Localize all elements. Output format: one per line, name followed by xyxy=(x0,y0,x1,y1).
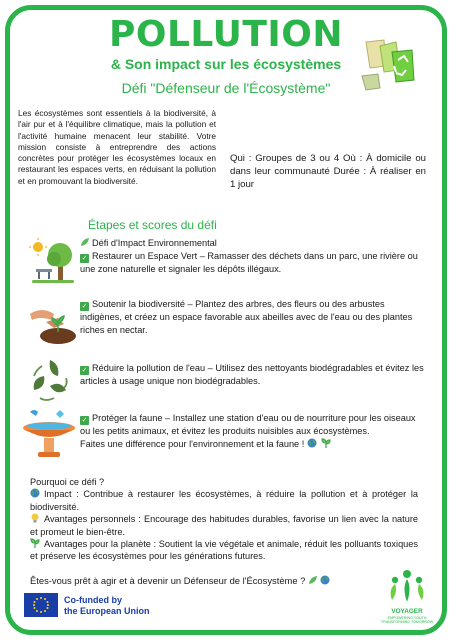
page-subtitle: & Son impact sur les écosystèmes xyxy=(110,56,342,72)
step-reduce-water-pollution xyxy=(80,362,428,388)
step-text: Réduire la pollution de l'eau – Utilisez des nettoyants biodégradables et évitez les articles à usage unique non biodégradables. xyxy=(80,363,424,386)
check-mark-icon: ✓ xyxy=(81,417,88,424)
step-text: Restaurer un Espace Vert – Ramasser des déchets dans un parc, une rivière ou une zone naturelle et signaler les dépôts illégaux. xyxy=(80,250,418,274)
hands-planting-icon xyxy=(24,292,78,346)
why-heading: Pourquoi ce défi ? xyxy=(30,477,105,487)
globe-icon xyxy=(307,438,317,448)
sparkle-leaf-icon xyxy=(80,237,90,247)
leaf-recycle-icon xyxy=(26,356,74,404)
why-item-planet: Avantages pour la planète : Soutient la vie végétale et animale, réduit les polluants toxiques et préserve les écosystèmes pour les générations futures. xyxy=(30,539,418,562)
globe-icon xyxy=(30,488,40,498)
voyager-people-icon xyxy=(378,566,436,608)
step-text: Protéger la faune – Installez une station d'eau ou de nourriture pour les oiseaux ou les petits animaux, et évitez les produits nuisibles aux écosystèmes. xyxy=(80,413,416,436)
why-item-impact: Impact : Contribue à restaurer les écosystèmes, à réduire la pollution et à protéger la biodiversité. xyxy=(30,489,418,512)
seedling-icon xyxy=(321,438,331,448)
steps-heading: Étapes et scores du défi xyxy=(88,218,217,232)
check-mark-icon: ✓ xyxy=(81,367,88,374)
eu-cofunded-text: Co-funded by the European Union xyxy=(64,595,150,616)
lightbulb-icon xyxy=(30,513,40,523)
seedling-icon xyxy=(30,538,40,548)
step-text: Soutenir la biodiversité – Plantez des arbres, des fleurs ou des arbustes indigènes, et créez un espace favorable aux abeilles avec de l'eau ou des plantes riches en nectar. xyxy=(80,299,413,335)
impact-label: Défi d'Impact Environnemental xyxy=(92,238,217,248)
eu-cofunded-logo xyxy=(24,593,164,619)
step-protect-wildlife xyxy=(80,412,428,450)
step-extra-text: Faites une différence pour l'environnement et la faune ! xyxy=(80,438,305,449)
page-title: POLLUTION xyxy=(109,14,343,55)
why-challenge-section xyxy=(30,476,418,563)
recycle-bins-icon xyxy=(356,36,420,92)
bird-bath-icon xyxy=(20,406,78,460)
check-mark-icon: ✓ xyxy=(81,254,88,262)
closing-question: Êtes-vous prêt à agir et à devenir un Défenseur de l'Écosystème ? xyxy=(30,575,390,586)
intro-paragraph: Les écosystèmes sont essentiels à la biodiversité, à l'air pur et à l'équilibre climatique, mais la pollution et l'activité humaine menacent leur stabilité. Votre mission consiste à entreprendre des actions concrètes pour protéger les écosystèmes locaux en restaurant les espaces verts, en réduisant la pollution et en promouvant la biodiversité. xyxy=(18,108,216,186)
step-restore-green-space xyxy=(80,237,428,275)
eu-flag-icon xyxy=(24,593,58,617)
sparkle-leaf-icon xyxy=(308,575,318,585)
voyager-logo xyxy=(378,566,436,628)
voyager-tagline: EMPOWERING YOUTH TRANSFORMING TOMORROW xyxy=(380,616,434,625)
voyager-name: VOYAGER xyxy=(391,608,423,615)
who-where-duration: Qui : Groupes de 3 ou 4 Où : À domicile ou dans leur communauté Durée : À réaliser en 1 jour xyxy=(230,153,426,190)
why-item-personal: Avantages personnels : Encourage des habitudes durables, favorise un lien avec la nature et promeut le bien-être. xyxy=(30,514,418,537)
challenge-title: Défi "Défenseur de l'Écosystème" xyxy=(121,80,331,96)
tree-bench-icon xyxy=(28,237,76,285)
impact-label-line xyxy=(80,237,428,250)
step-support-biodiversity xyxy=(80,298,428,336)
check-mark-icon: ✓ xyxy=(81,303,88,310)
globe-icon xyxy=(320,575,330,585)
